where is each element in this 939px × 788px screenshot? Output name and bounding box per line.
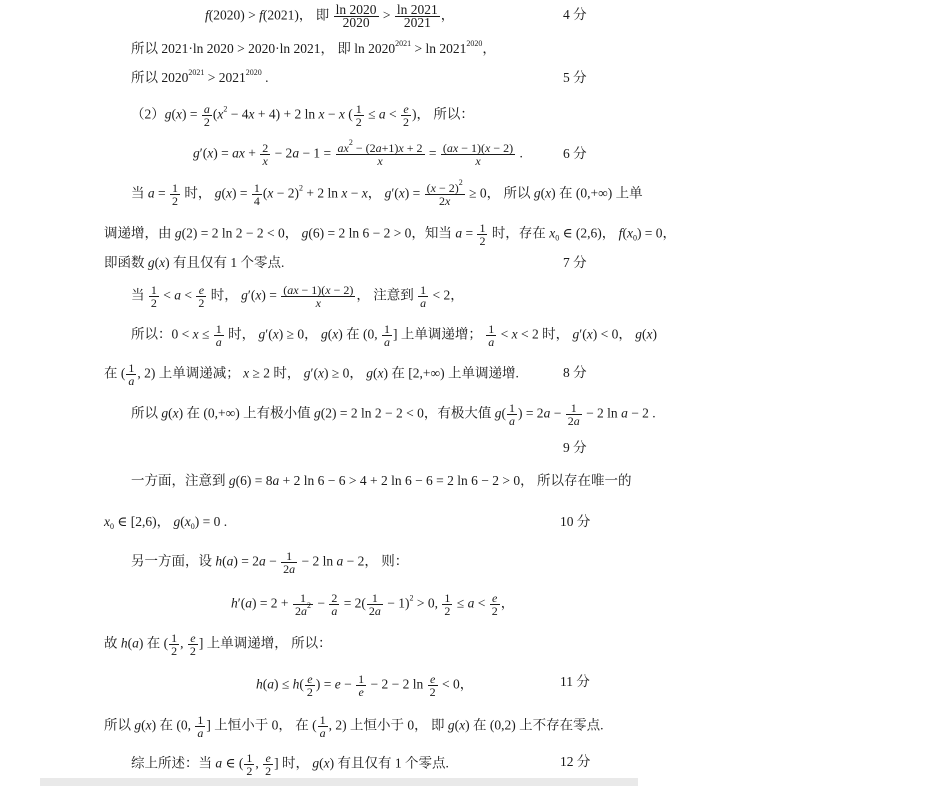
- line-2: 所以 2021·ln 2020 > 2020·ln 2021， 即 $\ln 2020^{2021} > \ln 2021^{2020}$，: [131, 39, 496, 56]
- page-bottom-edge: [40, 778, 638, 786]
- score-12: 12 分: [560, 754, 591, 769]
- line-19: 所以 g(x) 在 (0, $\frac{1}{a}$ ] 上恒小于 0， 在 ( $\frac{1}{a}$ , 2) 上恒小于 0， 即 g(x) 在 (0,2) 上不存在零点.: [104, 713, 604, 740]
- line-14: $x_0$ ∈ [2,6)， $g(x_0) = 0$ .: [104, 514, 228, 531]
- line-15: 另一方面，设 h(a) = 2a − $\frac{1}{2a}$ − 2 ln a − 2， 则：: [131, 549, 409, 576]
- line-4: （2）g(x) = $\frac{a}{2}$ $(x^2 - 4x + 4) + 2$ ln x − x ( $\frac{1}{2}$ ≤ a < $\frac{e}{2}$ )， 所以：: [131, 102, 474, 129]
- line-11: 在 ( $\frac{1}{a}$ , 2) 上单调递减； x ≥ 2 时， g′(x) ≥ 0， g(x) 在 [2,+∞) 上单调递增.: [104, 361, 519, 388]
- line-12: 所以 g(x) 在 (0,+∞) 上有极小值 g(2) = 2 ln 2 − 2 < 0，有极大值 g( $\frac{1}{a}$ ) = 2a − $\frac{1}{2a}$ − 2 ln a − 2 .: [131, 401, 656, 428]
- line-9: 当 $\frac{1}{2}$ < a < $\frac{e}{2}$ 时， g′(x) = $\frac{(ax - 1)(x - 2)}{x}$ ， 注意到 $\frac{1}{a}$ < 2，: [131, 283, 464, 310]
- score-10: 10 分: [560, 514, 591, 529]
- line-7: 调递增，由 g(2) = 2 ln 2 − 2 < 0， g(6) = 2 ln 6 − 2 > 0，知当 a = $\frac{1}{2}$ 时，存在 $x_0$ ∈ (2,6)， $f(x_0) = 0$，: [104, 221, 677, 248]
- score-4: 4 分: [563, 7, 587, 22]
- line-3: 所以 $2020^{2021} > 2021^{2020}$ .: [131, 68, 269, 85]
- score-11: 11 分: [560, 674, 590, 689]
- score-6: 6 分: [563, 146, 587, 161]
- score-5: 5 分: [563, 70, 587, 85]
- score-8: 8 分: [563, 365, 587, 380]
- line-20: 综上所述：当 a ∈ ( $\frac{1}{2}$ , $\frac{e}{2}$ ] 时， g(x) 有且仅有 1 个零点.: [131, 751, 449, 778]
- score-7: 7 分: [563, 255, 587, 270]
- line-18: h(a) ≤ h( $\frac{e}{2}$ ) = e − $\frac{1}{e}$ − 2 − 2 ln $\frac{e}{2}$ < 0，: [256, 672, 474, 699]
- line-8: 即函数 g(x) 有且仅有 1 个零点.: [104, 255, 285, 270]
- score-9: 9 分: [563, 440, 587, 455]
- line-17: 故 h(a) 在 ( $\frac{1}{2}$ , $\frac{e}{2}$ ] 上单调递增， 所以：: [104, 631, 332, 658]
- line-5: g′(x) = ax + $\frac{2}{x}$ − 2a − 1 = $\frac{ax^2 - (2a+1)x + 2}{x}$ = $\frac{(ax - 1)(x - 2)}{x}$ .: [193, 138, 523, 168]
- line-13: 一方面，注意到 g(6) = 8a + 2 ln 6 − 6 > 4 + 2 ln 6 − 6 = 2 ln 6 − 2 > 0， 所以存在唯一的: [131, 473, 632, 488]
- line-1: f(2020) > f(2021)， 即 $\frac{\ln 2020}{2020}$ > $\frac{\ln 2021}{2021}$ ，: [205, 2, 455, 30]
- line-6: 当 a = $\frac{1}{2}$ 时， g(x) = $\frac{1}{4}$ $(x - 2)^2 + 2$ ln x − x， g′(x) = $\frac{(x - 2)^2}{2x}$ ≥ 0， 所以 g(x) 在 (0,+∞) 上单: [131, 178, 643, 208]
- line-10: 所以：0 < x ≤ $\frac{1}{a}$ 时， g′(x) ≥ 0， g(x) 在 (0, $\frac{1}{a}$ ] 上单调递增； $\frac{1}{a}$ < x < 2 时， g′(x) < 0， g(x): [131, 322, 657, 349]
- line-16: h′(a) = 2 + $\frac{1}{2a^2}$ − $\frac{2}{a}$ = 2( $\frac{1}{2a}$ − 1)$^2$ > 0, $\frac{1}{2}$ ≤ a < $\frac{e}{2}$ ，: [231, 591, 515, 618]
